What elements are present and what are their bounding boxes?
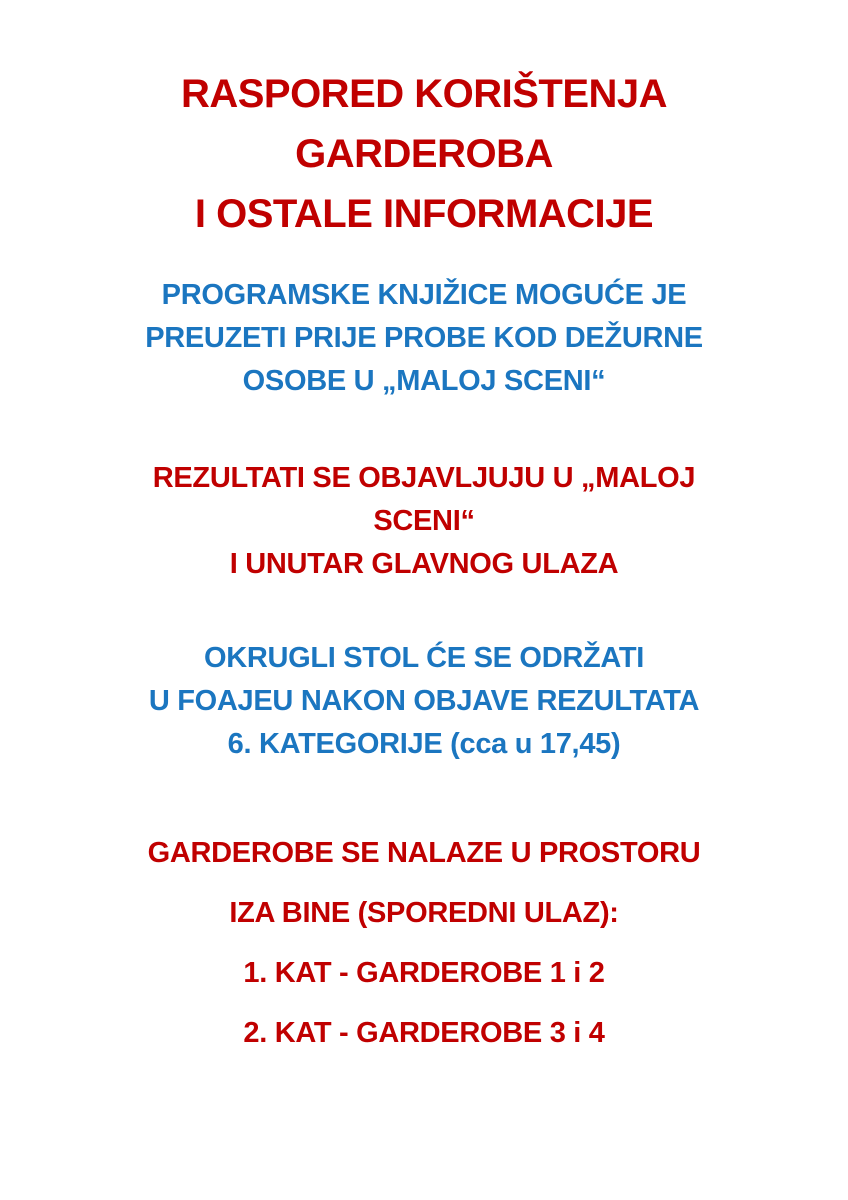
title-line-1: RASPORED KORIŠTENJA (180, 72, 668, 116)
paragraph-round-table (0, 637, 848, 766)
paragraph-results (0, 457, 848, 586)
wardrobes-floor-2-line: 2. KAT - GARDEROBE 3 i 4 (243, 1017, 605, 1049)
results-line-3: I UNUTAR GLAVNOG ULAZA (229, 548, 619, 580)
wardrobes-location-line: GARDEROBE SE NALAZE U PROSTORU (147, 837, 701, 869)
results-line-2: SCENI“ (373, 505, 475, 537)
results-line-1: REZULTATI SE OBJAVLJUJU U „MALOJ (152, 462, 696, 494)
title-line-3: I OSTALE INFORMACIJE (194, 192, 654, 236)
section-wardrobes (0, 832, 848, 1055)
page-title (0, 0, 848, 244)
wardrobes-entrance-line: IZA BINE (SPOREDNI ULAZ): (229, 897, 619, 929)
round-table-line-1: OKRUGLI STOL ĆE SE ODRŽATI (203, 642, 645, 674)
paragraph-program-booklets (0, 274, 848, 403)
round-table-line-3: 6. KATEGORIJE (cca u 17,45) (227, 728, 621, 760)
title-line-2: GARDEROBA (295, 132, 553, 176)
booklets-line-3: OSOBE U „MALOJ SCENI“ (242, 365, 606, 397)
wardrobes-floor-1-line: 1. KAT - GARDEROBE 1 i 2 (243, 957, 605, 989)
booklets-line-1: PROGRAMSKE KNJIŽICE MOGUĆE JE (161, 279, 687, 311)
booklets-line-2: PREUZETI PRIJE PROBE KOD DEŽURNE (145, 322, 703, 354)
round-table-line-2: U FOAJEU NAKON OBJAVE REZULTATA (148, 685, 700, 717)
